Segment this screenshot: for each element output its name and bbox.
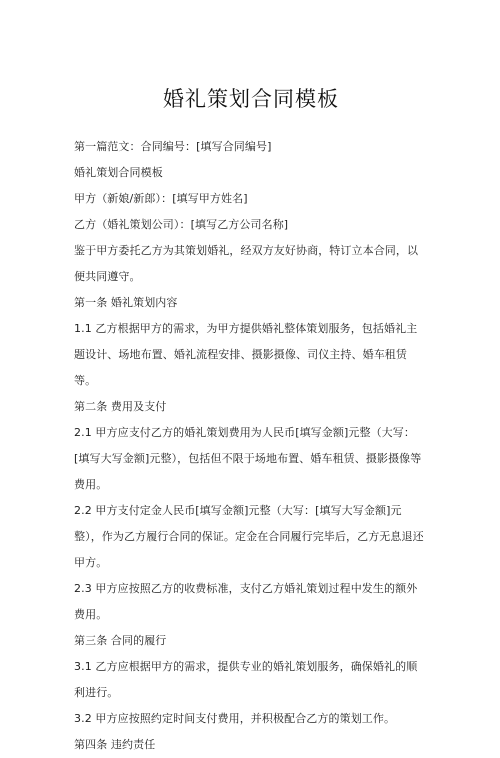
party-a-line: 甲方（新娘/新郎）：[填写甲方姓名] bbox=[74, 192, 248, 205]
clause-2-3: 2.3 甲方应按照乙方的收费标准，支付乙方婚礼策划过程中发生的额外费用。 bbox=[74, 582, 418, 621]
document-title: 婚礼策划合同模板 bbox=[163, 87, 339, 111]
article-2-heading: 第二条 费用及支付 bbox=[74, 400, 167, 413]
contract-number-line: 第一篇范文：合同编号：[填写合同编号] bbox=[74, 140, 272, 153]
preamble-paragraph: 鉴于甲方委托乙方为其策划婚礼，经双方友好协商，特订立本合同，以便共同遵守。 bbox=[74, 244, 419, 283]
clause-2-1: 2.1 甲方应支付乙方的婚礼策划费用为人民币[填写金额]元整（大写：[填写大写金额]元整），包括但不限于场地布置、婚车租赁、摄影摄像等费用。 bbox=[74, 426, 422, 491]
clause-1-1: 1.1 乙方根据甲方的需求，为甲方提供婚礼整体策划服务，包括婚礼主题设计、场地布置、婚礼流程安排、摄影摄像、司仪主持、婚车租赁等。 bbox=[74, 322, 418, 387]
clause-3-1: 3.1 乙方应根据甲方的需求，提供专业的婚礼策划服务，确保婚礼的顺利进行。 bbox=[74, 660, 418, 699]
article-4-heading: 第四条 违约责任 bbox=[74, 738, 156, 751]
clause-2-2: 2.2 甲方支付定金人民币[填写金额]元整（大写：[填写大写金额]元整），作为乙方履行合同的保证。定金在合同履行完毕后，乙方无息退还甲方。 bbox=[74, 504, 424, 569]
article-1-heading: 第一条 婚礼策划内容 bbox=[74, 296, 178, 309]
document-body bbox=[74, 134, 428, 758]
contract-subtitle: 婚礼策划合同模板 bbox=[74, 166, 163, 179]
article-3-heading: 第三条 合同的履行 bbox=[74, 634, 167, 647]
party-b-line: 乙方（婚礼策划公司）：[填写乙方公司名称] bbox=[74, 218, 289, 231]
clause-3-2: 3.2 甲方应按照约定时间支付费用，并积极配合乙方的策划工作。 bbox=[74, 712, 396, 725]
